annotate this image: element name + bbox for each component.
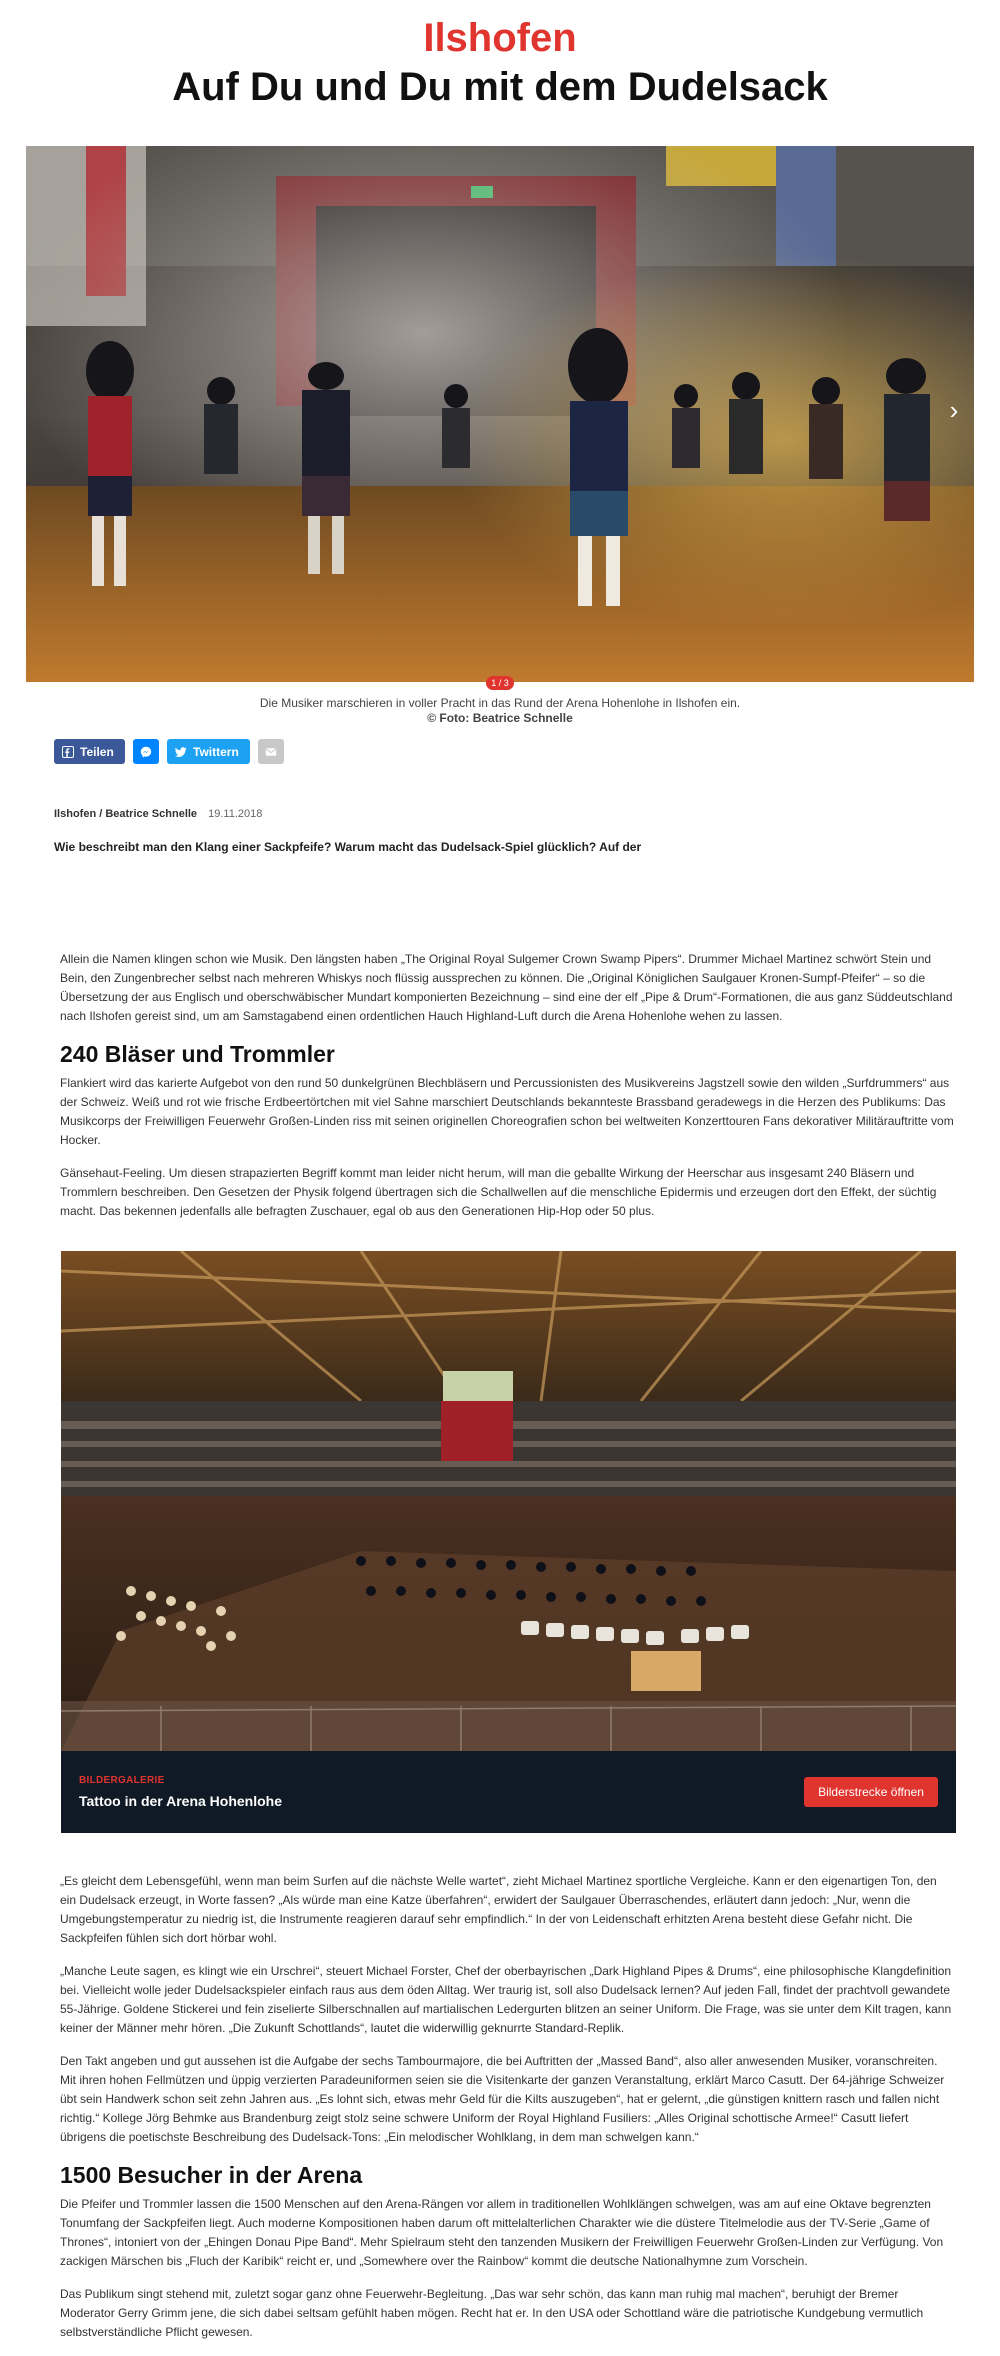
paragraph: Die Pfeifer und Trommler lassen die 1500 Menschen auf den Arena-Rängen vor allem in traditionellen Wohlklängen schwelgen, was am auf eine Oktave begrenzten Tonumfang der Sackpfeifen liegt. Auch moderne Kompositionen haben darum oft mittelalterlichen Charakter wie die düstere Titelmelodie aus der TV-Serie „Game of Thrones“, intoniert von der „Ehingen Donau Pipe Band“. Mehr Spielraum steht den tanzenden Musikern der Freiwilligen Feuerwehr Großen-Linden zur Verfügung. Von zackigen Märschen bis „Fluch der Karibik“ reicht er, und „Somewhere over the Rainbow“ kommt die deutsche Nationalhymne zum Vorschein.: [60, 2197, 944, 2268]
mail-icon: [265, 746, 277, 758]
article-author: Ilshofen / Beatrice Schnelle: [54, 808, 198, 820]
twitter-share-button[interactable]: [167, 739, 250, 764]
article-body-section-1: [60, 950, 956, 1235]
chevron-right-icon[interactable]: ›: [949, 395, 959, 425]
twitter-icon: [175, 746, 187, 758]
facebook-share-label: Teilen: [80, 744, 114, 759]
photo-credit: © Foto: Beatrice Schnelle: [427, 711, 573, 725]
image-gallery-teaser[interactable]: [61, 1251, 956, 1833]
email-share-button[interactable]: [258, 739, 284, 764]
messenger-icon: [140, 746, 152, 758]
facebook-share-button[interactable]: [54, 739, 125, 764]
image-caption: [0, 696, 1000, 726]
article-kicker: Ilshofen: [423, 16, 577, 60]
paragraph: „Manche Leute sagen, es klingt wie ein Urschrei“, steuert Michael Forster, Chef der oberbayrischen „Dark Highland Pipes & Drums“, eine philosophische Klangdefinition bei. Vielleicht wolle jeder Dudelsackspieler einfach raus aus dem öden Alltag. Wer traurig ist, soll also Dudelsack lernen? Auf jeden Fall, findet der prachtvoll gewandete 55-Jährige. Goldene Stickerei und fein ziselierte Silberschnallen auf martialischen Ledergurten blitzen an seiner Uniform. Die Frage, was sie unter dem Kilt tragen, kann keiner der Männer mehr hören. „Die Zukunft Schottlands“, lautet die widerwillig geknurrte Standard-Replik.: [60, 1964, 952, 2035]
hero-photo: [26, 146, 974, 682]
subheading: 240 Bläser und Trommler: [60, 1041, 335, 1067]
gallery-caption-bar: [61, 1751, 956, 1833]
facebook-icon: [62, 746, 74, 758]
paragraph: Flankiert wird das karierte Aufgebot von den rund 50 dunkelgrünen Blechbläsern und Percussionisten des Musikvereins Jagstzell sowie den wilden „Surfdrummers“ aus der Schweiz. Weiß und rot wie frische Erdbeertörtchen mit viel Sahne marschiert Deutschlands bekannteste Brassband geradewegs in die Herzen des Publikums: Das Musikcorps der Freiwilligen Feuerwehr Großen-Linden riss mit seinen originellen Choreografien schon bei weltweiten Konzerttouren Fans dekorativer Militärauftritte vom Hocker.: [60, 1076, 954, 1147]
messenger-share-button[interactable]: [133, 739, 159, 764]
gallery-photo[interactable]: [61, 1251, 956, 1751]
article-body-section-2: [60, 1872, 956, 2356]
paragraph: Das Publikum singt stehend mit, zuletzt sogar ganz ohne Feuerwehr-Begleitung. „Das war sehr schön, das kann man ruhig mal machen“, beruhigt der Bremer Moderator Gerry Grimm jene, die sich dabei seltsam gefühlt haben mögen. Recht hat er. In den USA oder Schottland wäre die patriotische Kundgebung vermutlich selbstverständliche Pflicht gewesen.: [60, 2287, 924, 2339]
hero-image-slider[interactable]: [26, 146, 974, 682]
slide-counter: 1 / 3: [486, 676, 514, 690]
open-gallery-button[interactable]: Bilderstrecke öffnen: [804, 1777, 938, 1807]
article-meta: [54, 808, 262, 820]
paragraph: Allein die Namen klingen schon wie Musik. Den längsten haben „The Original Royal Sulgemer Crown Swamp Pipers“. Drummer Michael Martinez schwört Stein und Bein, den Zungenbrecher selbst nach mehreren Whiskys noch flüssig aussprechen zu können. Die „Original Königlichen Saulgauer Kronen-Sumpf-Pfeifer“ – so die Übersetzung der aus Englisch und oberschwäbischer Mundart komponierten Bezeichnung – sind eine der elf „Pipe & Drum“-Formationen, die aus ganz Süddeutschland nach Ilshofen gereist sind, um am Samstagabend einen ordentlichen Hauch Highland-Luft durch die Arena Hohenlohe wehen zu lassen.: [60, 952, 953, 1023]
twitter-share-label: Twittern: [193, 744, 239, 759]
article-date: 19.11.2018: [208, 808, 263, 820]
paragraph: „Es gleicht dem Lebensgefühl, wenn man beim Surfen auf die nächste Welle wartet“, zieht Michael Martinez sportliche Vergleiche. Kann er den eigenartigen Ton, den ein Dudelsack erzeugt, in Worte fassen? „Als würde man eine Katze überfahren“, erwidert der Saulgauer Überraschendes, erläutert dann jedoch: „Nur, wenn die Umgebungstemperatur zu niedrig ist, die Instrumente reagieren darauf sehr empfindlich.“ In der von Leidenschaft erhitzten Arena besteht diese Gefahr nicht. Die Sackpfeifen fühlen sich dort hörbar wohl.: [60, 1874, 937, 1945]
article-teaser: Wie beschreibt man den Klang einer Sackpfeife? Warum macht das Dudelsack-Spiel glücklich? Auf der: [54, 840, 642, 854]
caption-text: Die Musiker marschieren in voller Pracht in das Rund der Arena Hohenlohe in Ilshofen ein.: [259, 696, 741, 710]
gallery-title[interactable]: Tattoo in der Arena Hohenlohe: [79, 1793, 283, 1809]
subheading: 1500 Besucher in der Arena: [60, 2162, 363, 2188]
arena-photo: [61, 1251, 956, 1751]
gallery-label: BILDERGALERIE: [79, 1775, 165, 1786]
share-bar: [54, 739, 284, 764]
article-header: [0, 0, 1000, 112]
paragraph: Den Takt angeben und gut aussehen ist die Aufgabe der sechs Tambourmajore, die bei Auftritten der „Massed Band“, also aller anwesenden Musiker, voranschreiten. Mit ihren hohen Fellmützen und üppig verzierten Paradeuniformen seien sie die Visitenkarte der ganzen Veranstaltung, erklärt Marco Casutt. Der 64-jährige Schweizer übt sein Handwerk schon seit zehn Jahren aus. „Es lohnt sich, etwas mehr Geld für die Kilts auszugeben“, hat er gelernt, „die günstigen knittern rasch und fallen nicht richtig.“ Kollege Jörg Behmke aus Brandenburg zeigt stolz seine schwere Uniform der Royal Highland Fusiliers: „Alles Original schottische Armee!“ Casutt liefert übrigens die poetischste Beschreibung des Dudelsack-Tons: „Ein melodischer Wohlklang, in dem man schwelgen kann.“: [60, 2054, 945, 2144]
article-headline: Auf Du und Du mit dem Dudelsack: [172, 65, 828, 109]
paragraph: Gänsehaut-Feeling. Um diesen strapazierten Begriff kommt man leider nicht herum, will man die geballte Wirkung der Heerschar aus insgesamt 240 Bläsern und Trommlern beschreiben. Den Gesetzen der Physik folgend übertragen sich die Schallwellen auf die menschliche Epidermis und erzeugen dort den Effekt, der süchtig macht. Das bekennen jedenfalls alle befragten Zuschauer, egal ob aus den Generationen Hip-Hop oder 50 plus.: [60, 1166, 937, 1218]
